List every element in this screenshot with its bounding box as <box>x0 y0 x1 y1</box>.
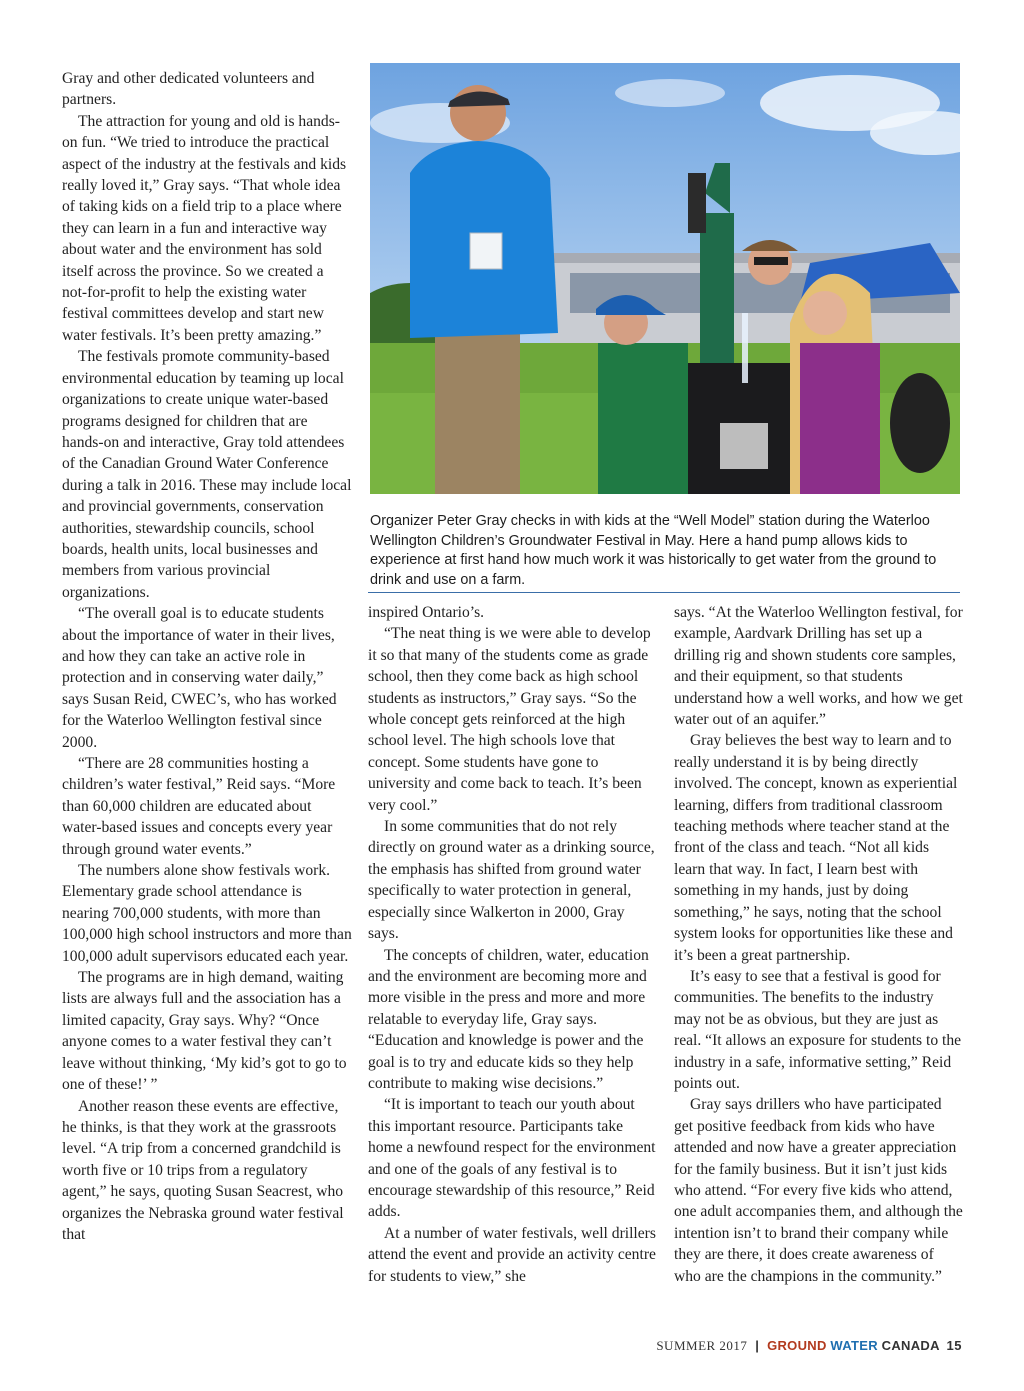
paragraph: says. “At the Waterloo Wellington festival, for example, Aardvark Drilling has set up a drilling rig and shown students core samples, and their equipment, so that students understand how a well works, and how we get water out of an aquifer.” <box>674 604 963 729</box>
paragraph: “There are 28 communities hosting a children’s water festival,” Reid says. “More than 60,000 children are educated about water-based issues and concepts every year through ground water events.” <box>62 755 336 858</box>
paragraph: inspired Ontario’s. <box>368 604 485 621</box>
paragraph: The attraction for young and old is hands-on fun. “We tried to introduce the practical aspect of the industry at the festivals and kids really loved it,” Gray says. “That whole idea of taking kids on a field trip to a place where they can learn in a fun and interactive way about water and the environment has sold itself across the province. So we created a not-for-profit to help the existing water festival committees develop and start new water festivals. It’s been pretty amazing.” <box>62 112 347 344</box>
paragraph: Gray believes the best way to learn and to really understand it is by being directly involved. The concept, known as experiential learning, differs from traditional classroom teaching methods where teacher stand at the front of the class and teach. “Not all kids learn that way. In fact, I learn best with something in my hands, just by doing something,” he says, noting that the school system looks for opportunities like these and it’s been a great partnership. <box>674 732 958 964</box>
paragraph: “The neat thing is we were able to develop it so that many of the students come as grade school, then they come back as high school students as instructors,” Gray says. “So the whole concept gets reinforced at the high school level. The high schools love that concept. Some students have gone to university and come back to teach. It’s been very cool.” <box>368 625 651 814</box>
paragraph: The festivals promote community-based environmental education by teaming up local organizations to create unique water-based programs designed for children that are hands-on and interactive, Gray told attendees of the Canadian Ground Water Conference during a talk in 2016. These may include local and provincial governments, conservation authorities, stewardship councils, school boards, health units, local businesses and members from various provincial organizations. <box>62 348 352 601</box>
paragraph: At a number of water festivals, well drillers attend the event and provide an activity centre for students to view,” she <box>368 1224 656 1285</box>
paragraph: Gray and other dedicated volunteers and partners. <box>62 70 315 109</box>
caption-divider <box>368 592 960 593</box>
brand-water: WATER <box>830 1338 878 1353</box>
article-column-right <box>674 602 964 1287</box>
brand-ground: GROUND <box>767 1338 827 1353</box>
page-number: 15 <box>946 1338 962 1353</box>
paragraph: It’s easy to see that a festival is good for communities. The benefits to the industry may not be as obvious, but they are just as real. “It allows an exposure for students to the industry in a safe, informative setting,” Reid points out. <box>674 967 962 1092</box>
paragraph: Gray says drillers who have participated get positive feedback from kids who have attended and now have a greater appreciation for the family business. But it isn’t just kids who attend. “For every five kids who attend, one adult accompanies them, and although the intention isn’t to brand their company while they are there, it does create awareness of who are the champions in the community.” <box>674 1096 963 1285</box>
photo-caption: Organizer Peter Gray checks in with kids at the “Well Model” station during the Waterloo Wellington Children’s Groundwater Festival in May. Here a hand pump allows kids to experience at first hand how much work it was historically to get water from the ground to drink and use on a farm. <box>370 513 937 588</box>
footer-separator: | <box>755 1338 760 1353</box>
photo-illustration <box>370 63 960 494</box>
paragraph: “It is important to teach our youth about this important resource. Participants take home a newfound respect for the environment and one of the goals of any festival is to encourage stewardship of this resource,” Reid adds. <box>368 1096 656 1221</box>
paragraph: “The overall goal is to educate students about the importance of water in their lives, and how they can take an active role in protection and in conserving water daily,” says Susan Reid, CWEC’s, who has worked for the Waterloo Wellington festival since 2000. <box>62 605 337 751</box>
paragraph: The programs are in high demand, waiting lists are always full and the association has a limited capacity, Gray says. Why? “Once anyone comes to a water festival they can’t leave without thinking, ‘My kid’s got to go to one of these!’ ” <box>62 969 347 1094</box>
page-footer <box>656 1338 962 1354</box>
brand-canada: CANADA <box>881 1338 940 1353</box>
issue-date: SUMMER 2017 <box>656 1338 748 1353</box>
paragraph: The concepts of children, water, education and the environment are becoming more and more visible in the press and more and more relatable to everyday life, Gray says. “Education and knowledge is power and the goal is to try and educate kids so they help contribute to making wise decisions.” <box>368 946 649 1092</box>
paragraph: In some communities that do not rely directly on ground water as a drinking source, the emphasis has shifted from ground water specifically to water protection in general, especially since Walkerton in 2000, Gray says. <box>368 818 655 943</box>
article-column-left <box>62 68 352 1245</box>
article-photo <box>370 63 960 494</box>
paragraph: The numbers alone show festivals work. Elementary grade school attendance is nearing 700,000 students, with more than 100,000 high school instructors and more than 100,000 adult supervisors educated each year. <box>62 862 352 965</box>
paragraph: Another reason these events are effective, he thinks, is that they work at the grassroots level. “A trip from a concerned grandchild is worth five or 10 trips from a regulatory agent,” he says, quoting Susan Seacrest, who organizes the Nebraska ground water festival that <box>62 1097 344 1243</box>
article-column-middle <box>368 602 656 1287</box>
